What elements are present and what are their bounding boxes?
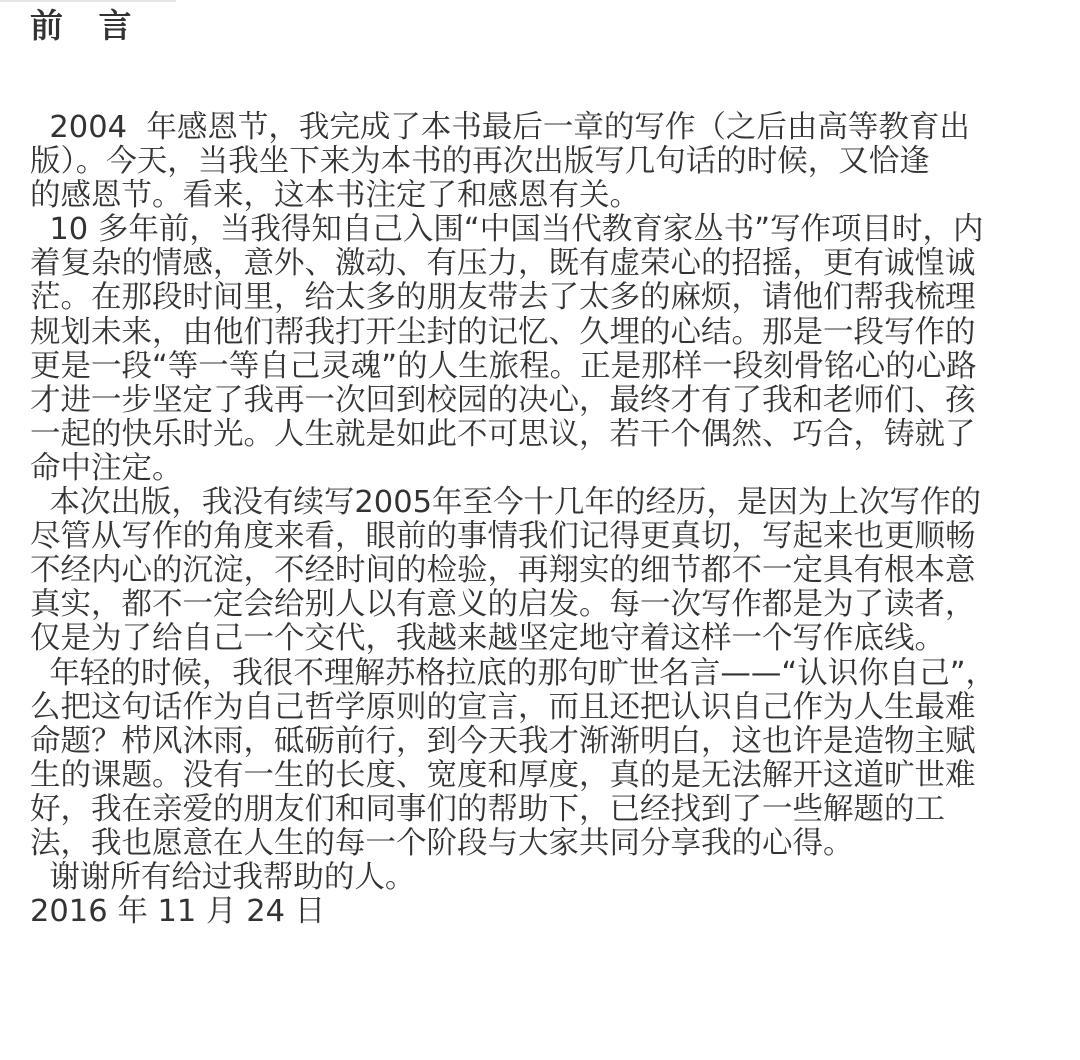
page-title: 前 言 bbox=[30, 6, 144, 45]
text-line: 谢谢所有给过我帮助的人。 bbox=[30, 860, 416, 896]
text-line: 不经内心的沉淀，不经时间的检验，再翔实的细节都不一定具有根本意 bbox=[30, 553, 976, 589]
text-line: 好，我在亲爱的朋友们和同事们的帮助下，已经找到了一些解题的工 bbox=[30, 791, 945, 827]
text-line: 的感恩节。看来，这本书注定了和感恩有关。 bbox=[30, 178, 640, 214]
text-line: 10 多年前，当我得知自己入围“中国当代教育家丛书”写作项目时，内 bbox=[30, 212, 984, 248]
date-line: 2016 年 11 月 24 日 bbox=[30, 894, 326, 930]
text-line: 生的课题。没有一生的长度、宽度和厚度，真的是无法解开这道旷世难 bbox=[30, 757, 976, 793]
text-line: 命中注定。 bbox=[30, 450, 183, 486]
text-line: 茫。在那段时间里，给太多的朋友带去了太多的麻烦，请他们帮我梳理 bbox=[30, 280, 976, 316]
preface-body bbox=[30, 111, 1080, 929]
text-line: 更是一段“等一等自己灵魂”的人生旅程。正是那样一段刻骨铭心的心路 bbox=[30, 348, 977, 384]
text-line: 年轻的时候，我很不理解苏格拉底的那句旷世名言——“认识你自己”， bbox=[30, 655, 996, 691]
text-line: 版）。今天，当我坐下来为本书的再次出版写几句话的时候，又恰逢 bbox=[30, 144, 930, 180]
text-line: 真实，都不一定会给别人以有意义的启发。每一次写作都是为了读者， bbox=[30, 587, 976, 623]
text-line: 2004 年感恩节，我完成了本书最后一章的写作（之后由高等教育出 bbox=[30, 110, 970, 145]
text-line: 么把这句话作为自己哲学原则的宣言，而且还把认识自己作为人生最难 bbox=[30, 689, 976, 725]
text-line: 才进一步坚定了我再一次回到校园的决心，最终才有了我和老师们、孩 bbox=[30, 382, 976, 418]
text-line: 着复杂的情感，意外、激动、有压力，既有虚荣心的招摇，更有诚惶诚 bbox=[30, 246, 976, 282]
text-line: 仅是为了给自己一个交代，我越来越坚定地守着这样一个写作底线。 bbox=[30, 621, 945, 657]
top-divider bbox=[0, 0, 176, 2]
text-line: 一起的快乐时光。人生就是如此不可思议，若干个偶然、巧合，铸就了 bbox=[30, 416, 976, 452]
text-line: 尽管从写作的角度来看，眼前的事情我们记得更真切，写起来也更顺畅 bbox=[30, 519, 976, 555]
text-line: 本次出版，我没有续写2005年至今十几年的经历，是因为上次写作的 bbox=[30, 485, 982, 521]
text-line: 命题？栉风沐雨，砥砺前行，到今天我才渐渐明白，这也许是造物主赋 bbox=[30, 723, 976, 759]
text-line: 规划未来，由他们帮我打开尘封的记忆、久埋的心结。那是一段写作的 bbox=[30, 314, 976, 350]
text-line: 法，我也愿意在人生的每一个阶段与大家共同分享我的心得。 bbox=[30, 825, 854, 861]
